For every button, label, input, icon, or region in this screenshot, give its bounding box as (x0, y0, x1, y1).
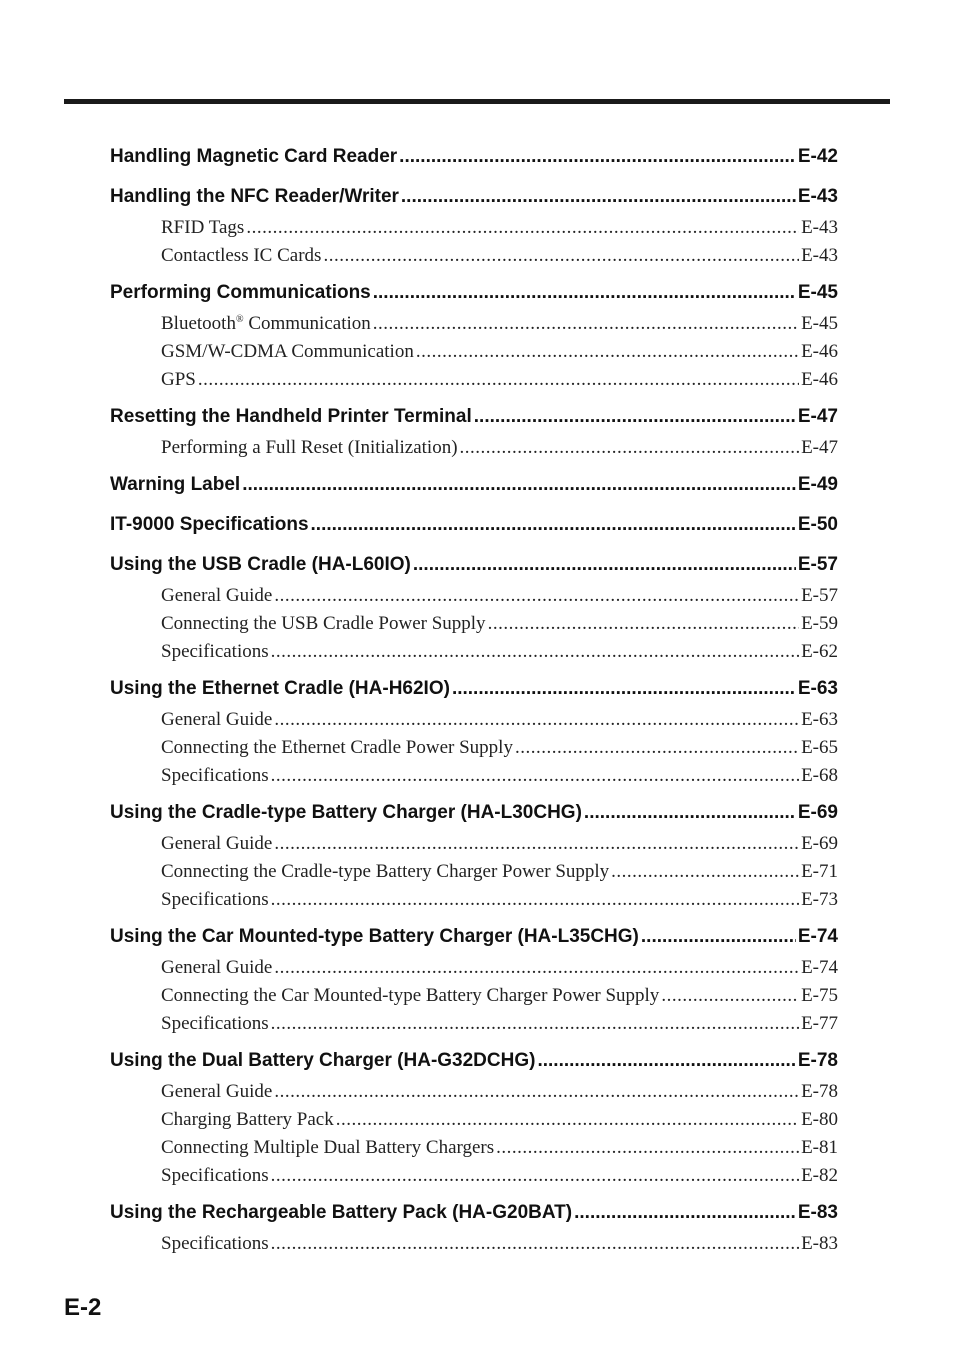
toc-sub-title-text: General Guide (161, 1081, 273, 1102)
toc-main-title: Using the Cradle-type Battery Charger (HA-L30CHG) (110, 802, 582, 823)
toc-main-page: E-47 (797, 406, 838, 427)
toc-sub-title (161, 734, 515, 762)
toc-main-entry[interactable] (110, 1196, 838, 1230)
dot-leader (574, 1196, 796, 1230)
dot-leader (537, 1044, 795, 1078)
toc-sub-title (161, 706, 274, 734)
toc-main-page: E-57 (797, 554, 838, 575)
toc-main-entry[interactable] (110, 508, 838, 542)
toc-sub-page: E-59 (801, 613, 838, 634)
toc-sub-entry[interactable] (110, 1162, 838, 1190)
toc-sub-page: E-82 (801, 1165, 838, 1186)
dot-leader (274, 706, 799, 734)
toc-sub-title-text: Specifications (161, 1233, 269, 1254)
toc-sub-page: E-47 (801, 437, 838, 458)
toc-sub-title-text: Contactless IC Cards (161, 245, 322, 266)
toc-main-page: E-50 (797, 514, 838, 535)
toc-sub-page: E-65 (801, 737, 838, 758)
toc-sub-entry[interactable] (110, 706, 838, 734)
toc-main-entry[interactable] (110, 276, 838, 310)
toc-section (110, 672, 838, 790)
dot-leader (274, 954, 799, 982)
toc-sub-entry[interactable] (110, 214, 838, 242)
toc-sub-entry[interactable] (110, 434, 838, 462)
toc-main-title: Using the Rechargeable Battery Pack (HA-G20BAT) (110, 1202, 573, 1223)
toc-sub-title-text: Connecting the Car Mounted-type Battery Charger Power Supply (161, 985, 660, 1006)
toc-sub-title-text: GPS (161, 369, 196, 390)
toc-sub-title (161, 762, 271, 790)
toc-main-title: Performing Communications (110, 282, 371, 303)
toc-section (110, 1044, 838, 1190)
toc-sub-title-text: Connecting the USB Cradle Power Supply (161, 613, 486, 634)
toc-sub-page: E-83 (801, 1233, 838, 1254)
toc-main-entry[interactable] (110, 1044, 838, 1078)
toc-main-page: E-69 (797, 802, 838, 823)
toc-sub-page: E-46 (801, 369, 838, 390)
toc-sub-entry[interactable] (110, 734, 838, 762)
toc-sub-page: E-80 (801, 1109, 838, 1130)
dot-leader (336, 1106, 799, 1134)
dot-leader (641, 920, 796, 954)
dot-leader (373, 310, 799, 338)
dot-leader (242, 468, 796, 502)
toc-sub-page: E-71 (801, 861, 838, 882)
toc-sub-title-text: Specifications (161, 641, 269, 662)
dot-leader (611, 858, 799, 886)
toc-sub-page: E-78 (801, 1081, 838, 1102)
toc-sub-title (161, 1162, 271, 1190)
toc-main-page: E-83 (797, 1202, 838, 1223)
toc-sub-title (161, 982, 661, 1010)
toc-sub-title-text: Specifications (161, 1165, 269, 1186)
toc-sub-page: E-57 (801, 585, 838, 606)
toc-sub-title-text: Connecting the Cradle-type Battery Charger Power Supply (161, 861, 610, 882)
toc-sub-entry[interactable] (110, 310, 838, 338)
dot-leader (198, 366, 799, 394)
dot-leader (271, 638, 799, 666)
toc-sub-page: E-43 (801, 245, 838, 266)
toc-sub-title (161, 366, 198, 394)
dot-leader (311, 508, 796, 542)
dot-leader (323, 242, 799, 270)
dot-leader (515, 734, 799, 762)
dot-leader (373, 276, 796, 310)
dot-leader (274, 830, 799, 858)
toc-sub-page: E-63 (801, 709, 838, 730)
toc-sub-page: E-45 (801, 313, 838, 334)
toc-section (110, 180, 838, 270)
toc-main-entry[interactable] (110, 180, 838, 214)
dot-leader (584, 796, 796, 830)
toc-main-entry[interactable] (110, 672, 838, 706)
toc-main-entry[interactable] (110, 548, 838, 582)
toc-sub-title (161, 886, 271, 914)
toc-main-page: E-49 (797, 474, 838, 495)
toc-sub-entry[interactable] (110, 582, 838, 610)
toc-main-title: Handling Magnetic Card Reader (110, 146, 398, 167)
toc-main-page: E-78 (797, 1050, 838, 1071)
toc-sub-entry[interactable] (110, 954, 838, 982)
dot-leader (399, 140, 796, 174)
toc-sub-title-text: Specifications (161, 765, 269, 786)
toc-sub-entry[interactable] (110, 638, 838, 666)
toc-sub-title (161, 1230, 271, 1258)
toc-sub-title-suffix: Communication (243, 313, 371, 334)
toc-main-page: E-45 (797, 282, 838, 303)
toc-sub-entry[interactable] (110, 858, 838, 886)
toc-sub-title (161, 954, 274, 982)
toc-sub-title (161, 242, 323, 270)
toc-main-title: IT-9000 Specifications (110, 514, 309, 535)
dot-leader (401, 180, 796, 214)
toc-section (110, 276, 838, 394)
toc-main-entry[interactable] (110, 140, 838, 174)
dot-leader (452, 672, 796, 706)
toc-sub-page: E-43 (801, 217, 838, 238)
toc-sub-title (161, 830, 274, 858)
toc-sub-entry[interactable] (110, 886, 838, 914)
toc-sub-title (161, 1078, 274, 1106)
dot-leader (474, 400, 796, 434)
dot-leader (661, 982, 799, 1010)
toc-section (110, 548, 838, 666)
toc-section (110, 400, 838, 462)
toc-sub-title (161, 582, 274, 610)
toc-main-entry[interactable] (110, 400, 838, 434)
toc-sub-title-text: RFID Tags (161, 217, 245, 238)
toc-sub-entry[interactable] (110, 1078, 838, 1106)
toc-main-page: E-63 (797, 678, 838, 699)
dot-leader (274, 582, 799, 610)
toc-main-entry[interactable] (110, 468, 838, 502)
toc-section (110, 468, 838, 502)
toc-sub-title (161, 434, 460, 462)
toc-section (110, 796, 838, 914)
toc-main-page: E-42 (797, 146, 838, 167)
toc-main-page: E-43 (797, 186, 838, 207)
table-of-contents (110, 140, 838, 1264)
toc-main-title: Resetting the Handheld Printer Terminal (110, 406, 472, 427)
dot-leader (460, 434, 800, 462)
toc-sub-title (161, 214, 246, 242)
toc-sub-title (161, 1106, 336, 1134)
toc-main-title: Warning Label (110, 474, 241, 495)
toc-main-entry[interactable] (110, 796, 838, 830)
toc-sub-page: E-73 (801, 889, 838, 910)
toc-sub-title-text: Performing a Full Reset (Initialization) (161, 437, 458, 458)
toc-sub-page: E-46 (801, 341, 838, 362)
toc-section (110, 508, 838, 542)
toc-sub-title (161, 310, 373, 338)
toc-sub-entry[interactable] (110, 242, 838, 270)
toc-sub-title-text: General Guide (161, 709, 273, 730)
toc-section (110, 920, 838, 1038)
toc-sub-entry[interactable] (110, 830, 838, 858)
dot-leader (274, 1078, 799, 1106)
toc-sub-entry[interactable] (110, 1230, 838, 1258)
toc-sub-title (161, 858, 611, 886)
toc-sub-title-text: General Guide (161, 833, 273, 854)
toc-sub-title-text: Connecting Multiple Dual Battery Chargers (161, 1137, 495, 1158)
dot-leader (271, 1010, 799, 1038)
toc-sub-title (161, 1134, 496, 1162)
toc-sub-page: E-62 (801, 641, 838, 662)
registered-mark: ® (235, 314, 244, 325)
toc-sub-title-text: General Guide (161, 585, 273, 606)
toc-section (110, 140, 838, 174)
dot-leader (488, 610, 800, 638)
toc-main-title: Using the Ethernet Cradle (HA-H62IO) (110, 678, 450, 699)
toc-main-title: Using the USB Cradle (HA-L60IO) (110, 554, 411, 575)
toc-sub-page: E-74 (801, 957, 838, 978)
toc-sub-entry[interactable] (110, 1010, 838, 1038)
dot-leader (246, 214, 799, 242)
dot-leader (416, 338, 799, 366)
toc-sub-title-text: Specifications (161, 889, 269, 910)
toc-sub-entry[interactable] (110, 762, 838, 790)
toc-sub-title-text: Specifications (161, 1013, 269, 1034)
dot-leader (413, 548, 796, 582)
toc-sub-page: E-69 (801, 833, 838, 854)
toc-sub-page: E-81 (801, 1137, 838, 1158)
toc-main-title: Using the Car Mounted-type Battery Charger (HA-L35CHG) (110, 926, 639, 947)
toc-sub-title (161, 638, 271, 666)
toc-main-title: Using the Dual Battery Charger (HA-G32DCHG) (110, 1050, 536, 1071)
toc-sub-page: E-75 (801, 985, 838, 1006)
toc-main-entry[interactable] (110, 920, 838, 954)
toc-sub-entry[interactable] (110, 1134, 838, 1162)
toc-sub-entry[interactable] (110, 338, 838, 366)
dot-leader (271, 1162, 799, 1190)
toc-sub-title (161, 610, 488, 638)
header-rule (64, 99, 890, 104)
toc-main-page: E-74 (797, 926, 838, 947)
toc-sub-title (161, 1010, 271, 1038)
toc-sub-title (161, 338, 416, 366)
toc-sub-page: E-68 (801, 765, 838, 786)
page-number: E-2 (64, 1294, 102, 1321)
toc-sub-entry[interactable] (110, 982, 838, 1010)
dot-leader (496, 1134, 799, 1162)
dot-leader (271, 762, 799, 790)
toc-sub-title-text: Connecting the Ethernet Cradle Power Supply (161, 737, 513, 758)
toc-sub-entry[interactable] (110, 610, 838, 638)
toc-section (110, 1196, 838, 1258)
toc-sub-entry[interactable] (110, 366, 838, 394)
toc-sub-entry[interactable] (110, 1106, 838, 1134)
toc-sub-title-text: GSM/W-CDMA Communication (161, 341, 414, 362)
toc-sub-title-text: Bluetooth (161, 313, 236, 334)
toc-sub-title-text: General Guide (161, 957, 273, 978)
dot-leader (271, 886, 799, 914)
toc-main-title: Handling the NFC Reader/Writer (110, 186, 399, 207)
toc-sub-title-text: Charging Battery Pack (161, 1109, 334, 1130)
toc-sub-page: E-77 (801, 1013, 838, 1034)
dot-leader (271, 1230, 799, 1258)
